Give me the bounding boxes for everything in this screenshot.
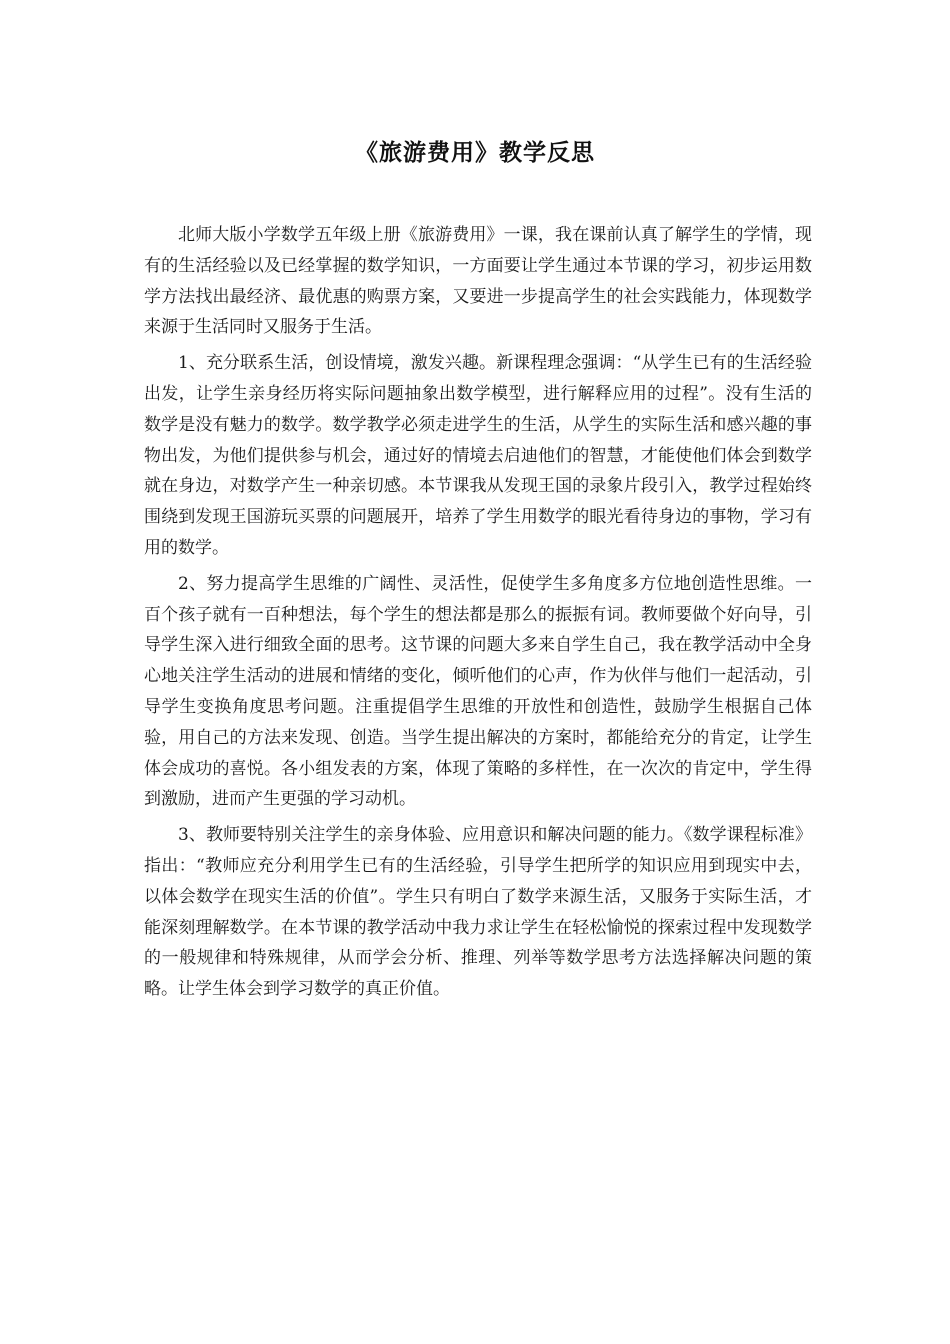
document-title: 《旅游费用》教学反思	[355, 139, 595, 166]
intro-paragraph: 北师大版小学数学五年级上册《旅游费用》一课，我在课前认真了解学生的学情，现有的生活经验以及已经掌握的数学知识，一方面要让学生通过本节课的学习，初步运用数学方法找出最经济、最优惠的购票方案，又要进一步提高学生的社会实践能力，体现数学来源于生活同时又服务于生活。	[144, 225, 812, 338]
point-1-paragraph: 1、充分联系生活，创设情境，激发兴趣。新课程理念强调：“从学生已有的生活经验出发，让学生亲身经历将实际问题抽象出数学模型，进行解释应用的过程”。没有生活的数学是没有魅力的数学。数学教学必须走进学生的生活，从学生的实际生活和感兴趣的事物出发，为他们提供参与机会，通过好的情境去启迪他们的智慧，才能使他们体会到数学就在身边，对数学产生一种亲切感。本节课我从发现王国的录象片段引入，教学过程始终围绕到发现王国游玩买票的问题展开，培养了学生用数学的眼光看待身边的事物，学习有用的数学。	[144, 353, 812, 558]
point-2-paragraph: 2、努力提高学生思维的广阔性、灵活性，促使学生多角度多方位地创造性思维。一百个孩子就有一百种想法，每个学生的想法都是那么的振振有词。教师要做个好向导，引导学生深入进行细致全面的思考。这节课的问题大多来自学生自己，我在教学活动中全身心地关注学生活动的进展和情绪的变化，倾听他们的心声，作为伙伴与他们一起活动，引导学生变换角度思考问题。注重提倡学生思维的开放性和创造性，鼓励学生根据自己体验，用自己的方法来发现、创造。当学生提出解决的方案时，都能给充分的肯定，让学生体会成功的喜悦。各小组发表的方案，体现了策略的多样性，在一次次的肯定中，学生得到激励，进而产生更强的学习动机。	[144, 573, 812, 810]
point-3-paragraph: 3、教师要特别关注学生的亲身体验、应用意识和解决问题的能力。《数学课程标准》指出：“教师应充分利用学生已有的生活经验，引导学生把所学的知识应用到现实中去，以体会数学在现实生活的价值”。学生只有明白了数学来源生活，又服务于实际生活，才能深刻理解数学。在本节课的教学活动中我力求让学生在轻松愉悦的探索过程中发现数学的一般规律和特殊规律，从而学会分析、推理、列举等数学思考方法选择解决问题的策略。让学生体会到学习数学的真正价值。	[144, 825, 812, 1000]
document-body	[144, 220, 812, 1010]
